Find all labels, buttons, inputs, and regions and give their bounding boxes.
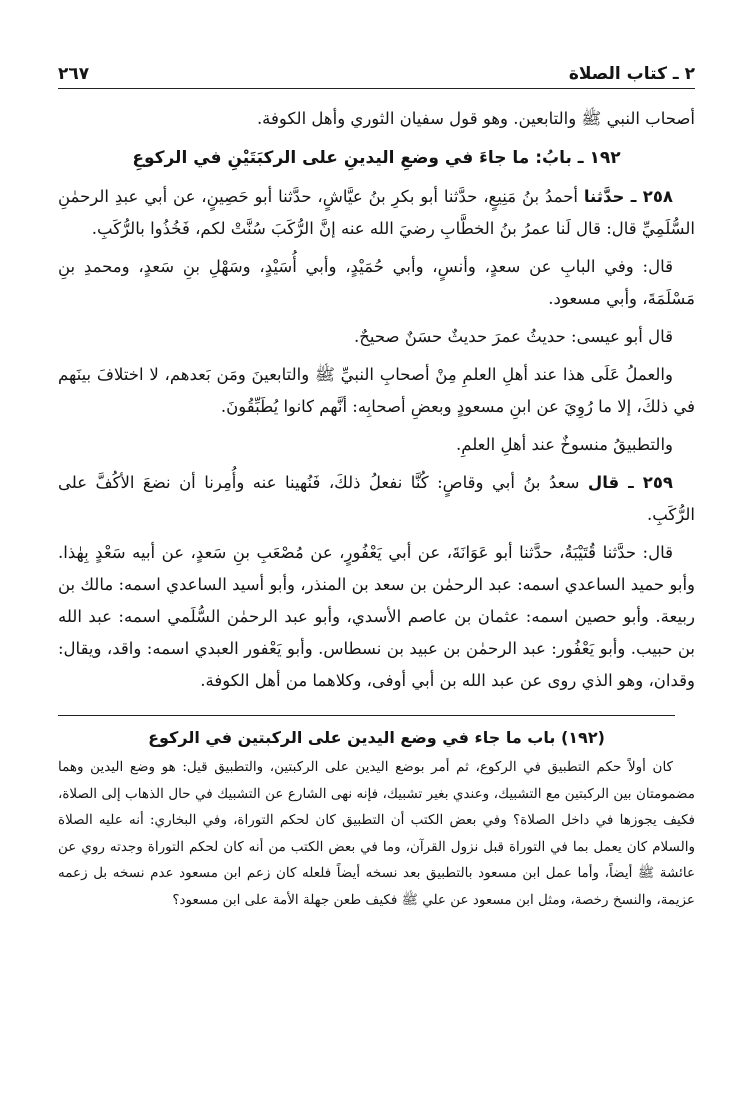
hadith-258-text: أحمدُ بنُ مَنِيعٍ، حدَّثنا أبو بكرِ بنُ عيَّاشٍ، حدَّثنا أبو حَصِينٍ، عن أبي عبدِ الرحمٰنِ السُّلَمِيِّ قال: قال لَنا عمرُ بنُ الخطَّابِ رضيَ الله عنه إنَّ الرُّكَبَ سُنَّتْ لكم، فَخُذُوا بالرُّكَبِ.: [58, 187, 695, 238]
hadith-258-number: ٢٥٨ ـ حدَّثنا: [583, 187, 673, 206]
intro-paragraph: أصحاب النبي ﷺ والتابعين. وهو قول سفيان الثوري وأهل الكوفة.: [256, 109, 695, 128]
running-header: [58, 58, 695, 88]
amal-paragraph: والعملُ عَلَى هذا عند أهلِ العلمِ مِنْ أصحابِ النبيِّ ﷺ والتابعينَ ومَن بَعدهم، لا اختلافَ بينَهم في ذلكَ، إلا ما رُوِيَ عن ابنِ مسعودٍ وبعضِ أصحابِه: أنَّهم كانوا يُطَبِّقُونَ.: [58, 365, 695, 416]
footnote-text: كان أولاً حكم التطبيق في الركوع، ثم أمر بوضع اليدين على الركبتين، والتطبيق قيل: هو وضع اليدين وهما مضمومتان بين الركبتين مع التشبيك، وعندي بغير تشبيك، فإنه نهى الشارع عن التشبيك في حال الذهاب إلى الصلاة، فكيف يجوزها في داخل الصلاة؟ وفي بعض الكتب أن التطبيق كان لحكم التوراة، وفي البخاري: أنه عليه الصلاة والسلام كان يعمل بما في التوراة قبل نزول القرآن، وما في بعض الكتب من أنه كان لحكم التوراة وجدته روي عن عائشة ﷺ أيضاً، وأما عمل ابن مسعود بالتطبيق بعد نسخه أيضاً فلعله كان زعم ابن مسعود عدم نسخه بل زعمه عزيمة، والنسخ رخصة، ومثل ابن مسعود عن علي ﷺ فكيف طعن جهلة الأمة على ابن مسعود؟: [58, 759, 695, 908]
hadith-259-text: سعدُ بنُ أبي وقاصٍ: كُنَّا نفعلُ ذلكَ، فَنُهينا عنه وأُمِرنا أن نضعَ الأكُفَّ على الرُّكَبِ.: [58, 473, 695, 524]
sanad-paragraph: قال: حدَّثنا قُتَيْبَةُ، حدَّثنا أبو عَوَانَةَ، عن أبي يَعْفُورٍ، عن مُصْعَبِ بنِ سَعدٍ، عن أبيه سَعْدٍ بِهٰذا. وأبو حميد الساعدي اسمه: عبد الرحمٰن بن سعد بن المنذر، وأبو أسيد الساعدي اسمه: مالك بن ربيعة. وأبو حصين اسمه: عثمان بن عاصم الأسدي، وأبو عبد الرحمٰن السُّلَمي اسمه: عبد الله بن حبيب. وأبو يَعْفُور: عبد الرحمٰن بن عبيد بن نسطاس. وأبو يَعْفور العبدي اسمه: واقد، ويقال: وقدان، وهو الذي روى عن عبد الله بن أبي أوفى، وكلاهما من أهل الكوفة.: [58, 543, 695, 690]
footnote-separator: [58, 715, 675, 716]
page-number: ٢٦٧: [58, 64, 90, 84]
book-page: [58, 58, 695, 913]
footnote: [58, 724, 695, 913]
running-header-title: ٢ ـ كتاب الصلاة: [568, 64, 695, 84]
footnote-title: (١٩٢) باب ما جاء في وضع اليدين على الركبتين في الركوع: [148, 728, 605, 747]
hadith-259-number: ٢٥٩ ـ قال: [587, 473, 673, 492]
bab-paragraph: قال: وفي البابِ عن سعدٍ، وأنسٍ، وأبي حُمَيْدٍ، وأبي أُسَيْدٍ، وسَهْلِ بنِ سَعدٍ، ومحمدِ بنِ مَسْلَمَةَ، وأبي مسعود.: [58, 257, 695, 308]
hadith-259: [58, 467, 695, 531]
abu-isa-paragraph: قال أبو عيسى: حديثُ عمرَ حديثٌ حسَنٌ صحيحٌ.: [354, 327, 673, 346]
chapter-title: ١٩٢ ـ بابُ: ما جاءَ في وضعِ اليدينِ على الركبَتَيْنِ في الركوعِ: [132, 148, 621, 168]
hadith-258: [58, 181, 695, 245]
header-rule: [58, 88, 695, 89]
tatbiq-paragraph: والتطبيقُ منسوخٌ عند أهلِ العلمِ.: [455, 435, 673, 454]
